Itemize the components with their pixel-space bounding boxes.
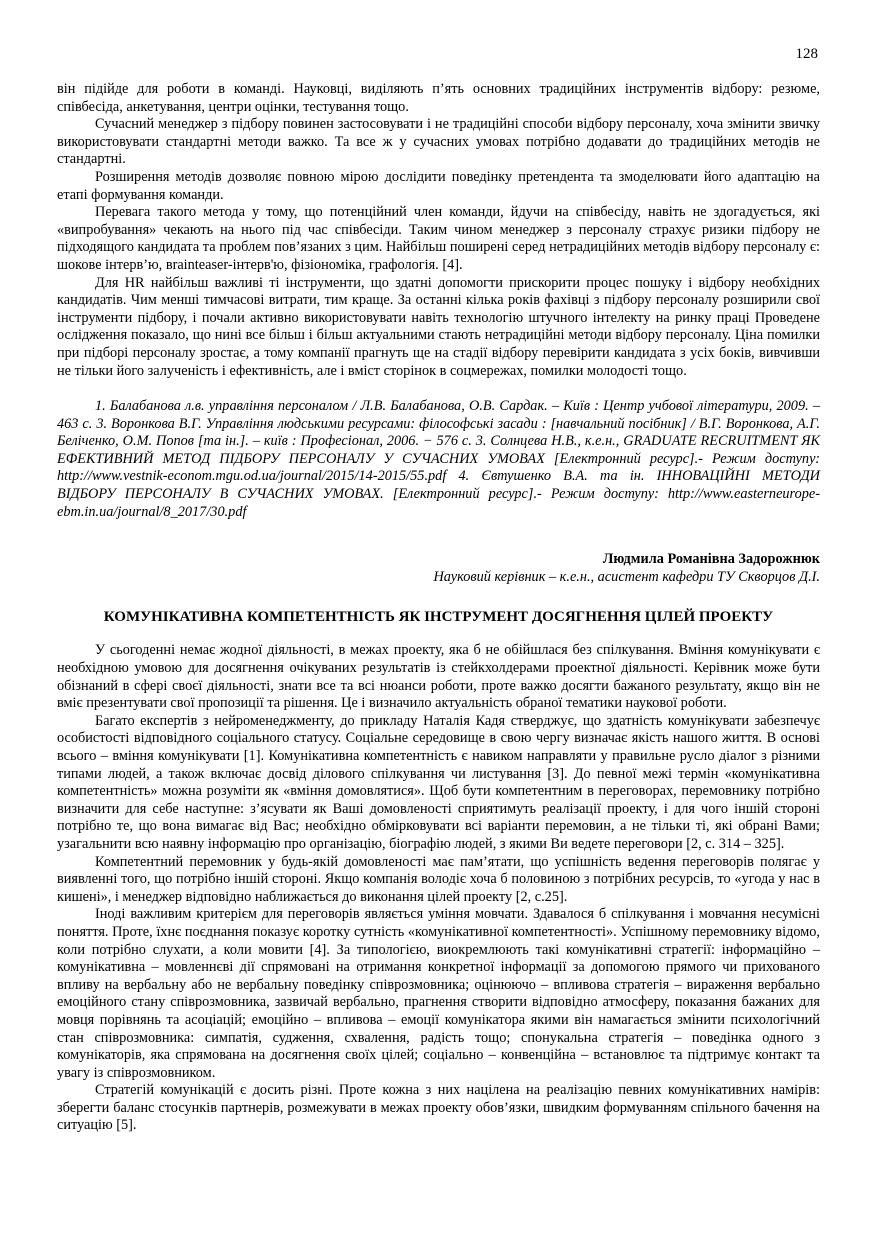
supervisor-line: Науковий керівник – к.е.н., асистент кафедри ТУ Скворцов Д.І. [433,568,820,585]
article-paragraph: У сьогоденні немає жодної діяльності, в межах проекту, яка б не обійшлася без спілкування. Вміння комунікувати є необхідною умовою для досягнення очікуваних результатів із стейкхолдерами проектної діяльності. Керівник може бути обізнаний в сфері своєї діяльності, знати все та всі нюанси роботи, проте важко досягти бажаного результату, якщо він не вміє презентувати свої пропозиції та рішення. Це і визначило актуальність обраної тематики наукової роботи. [57,642,820,712]
page-content [57,0,820,1135]
intro-paragraph-continuation: він підійде для роботи в команді. Науковці, виділяють п’ять основних традиційних інструментів відбору: резюме, співбесіда, анкетування, центри оцінки, тестування тощо. [57,81,820,115]
references-list: 1. Балабанова л.в. управління персоналом / Л.В. Балабанова, О.В. Сардак. – Київ : Центр учбової літератури, 2009. – 463 с. 3. Воронкова В.Г. Управління людськими ресурсами: філософські засади : [навчальний посібник] / В.Г. Воронкова, А.Г. Беліченко, О.М. Попов [та ін.]. – київ : Професіонал, 2006. − 576 с. 3. Солнцева Н.В., к.е.н., GRADUATE RECRUITMENT ЯК ЕФЕКТИВНИЙ МЕТОД ПІДБОРУ ПЕРСОНАЛУ У СУЧАСНИХ УМОВАХ [Електронний ресурс].- Режим доступу: http://www.vestnik-econom.mgu.od.ua/journal/2015/14-2015/55.pdf 4. Євтушенко В.А. та ін. ІННОВАЦІЙНІ МЕТОДИ ВІДБОРУ ПЕРСОНАЛУ В СУЧАСНИХ УМОВАХ. [Електронний ресурс].- Режим доступу: http://www.easterneurope-ebm.in.ua/journal/8_2017/30.pdf [57,398,820,520]
intro-paragraph: Перевага такого метода у тому, що потенційний член команди, йдучи на співбесіду, навіть не здогадується, які «випробування» чекають на нього під час співбесіди. Таким чином менеджер з персоналу страхує ризики підбору не підходящого кандидата та проблем пов’язаних з цим. Найбільш поширені серед нетрадиційних методів відбору персоналу є: шокове інтерв’ю, вrainteaser-інтерв'ю, фізіономіка, графологія. [4]. [57,204,820,273]
article-paragraph: Компетентний перемовник у будь-якій домовленості має пам’ятати, що успішність ведення переговорів полягає у виявленні того, що потрібно іншій стороні. Якщо компанія володіє хоча б половиною з потрібних ресурсів, то «угода у нас в кишені», і менеджер відповідно наближається до виконання цілей проекту [2, с.25]. [57,853,820,905]
intro-paragraph: Для HR найбільш важливі ті інструменти, що здатні допомогти прискорити процес пошуку і відбору необхідних кандидатів. Чим менші тимчасові витрати, тим краще. За останні кілька років фахівці з підбору персоналу розширили свої інструменти підбору, і почали активно використовувати навіть технологію штучного інтелекту на ринку праці Проведене ослідження показало, що нині все більш і більш актуальними стають нетрадиційні методи відбору персоналу. Ціна помилки при підборі персоналу зростає, а тому компанії прагнуть ще на стадії відбору перевірити кандидата з усіх боків, вивчивши не тільки його залученість і ефективність, але і вміст сторінок в соцмережах, помилки молодості тощо. [57,274,820,379]
byline-block [57,551,820,586]
intro-paragraph: Розширення методів дозволяє повною мірою дослідити поведінку претендента та змоделювати його адаптацію на етапі формування команди. [57,168,820,203]
article-paragraph: Багато експертів з нейроменеджменту, до прикладу Наталія Кадя стверджує, що здатність комунікувати забезпечує особистості відповідного соціального статусу. Соціальне середовище в свою чергу визначає якість нашого життя. В основі всього – вміння комунікувати [1]. Комунікативна компетентність є навиком направляти у правильне русло діалог з різними типами людей, а також включає досвід ділового спілкування чи листування [3]. До певної межі термін «комунікативна компетентність» можна розуміти як «вміння домовлятися». Щоб бути компетентним в переговорах, перемовнику потрібно визначити для себе наступне: з’ясувати як Ваші домовленості сприятимуть реалізації проекту, і для чого іншій стороні потрібно те, що вона вимагає від Вас; необхідно обмірковувати всі варіанти перемовин, а не тільки ті, які обрані Вами; узагальнити всю наявну інформацію про організацію, біографію людей, з якими Ви ведете переговори [2, с. 314 – 325]. [57,712,820,852]
article-body [57,642,820,1135]
author-name: Людмила Романівна Задорожнюк [602,551,820,568]
article-title: КОМУНІКАТИВНА КОМПЕТЕНТНІСТЬ ЯК ІНСТРУМЕНТ ДОСЯГНЕННЯ ЦІЛЕЙ ПРОЕКТУ [103,609,774,626]
page-number: 128 [795,46,818,62]
intro-paragraph: Сучасний менеджер з підбору повинен застосовувати і не традиційні способи відбору персоналу, хоча змінити звичку використовувати стандартні методи важко. Та все ж у сучасних умовах потрібно додавати до традиційних методів не стандартні. [57,116,820,168]
article-paragraph: Стратегій комунікацій є досить різні. Проте кожна з них націлена на реалізацію певних комунікативних намірів: зберегти баланс стосунків партнерів, розмежувати в межах проекту обов’язки, швидким формуванням спільного бачення на ситуацію [5]. [57,1082,820,1134]
article-paragraph: Іноді важливим критерієм для переговорів являється уміння мовчати. Здавалося б спілкування і мовчання несумісні поняття. Проте, їхнє поєднання показує коротку сутність «комунікативної компетентності». Успішному перемовнику відомо, коли потрібно слухати, а коли мовити [4]. За типологією, виокремлюють такі комунікативні стратегії: інформаційно – комунікативна – мовленнєві дії спрямовані на отримання конкретної інформації за допомогою прямого чи прихованого впливу на вербальну або не вербальну поведінку співрозмовника; оцінюючо – впливова стратегія – вираження вербально емоційного стану співрозмовника, зазвичай вербально, прагнення створити відповідно атмосферу, показання бажаних для мовця порівнянь та асоціацій; емоційно – впливова – емоції комунікатора якими він намагається змінити психологічний стан співрозмовника: симпатія, судження, схвалення, радість тощо; спонукальна стратегія – поведінка одного з комунікаторів, яка спрямована на досягнення своїх цілей; соціально – конвенційна – встановлює та підтримує контакт та увагу із співрозмовником. [57,906,820,1081]
